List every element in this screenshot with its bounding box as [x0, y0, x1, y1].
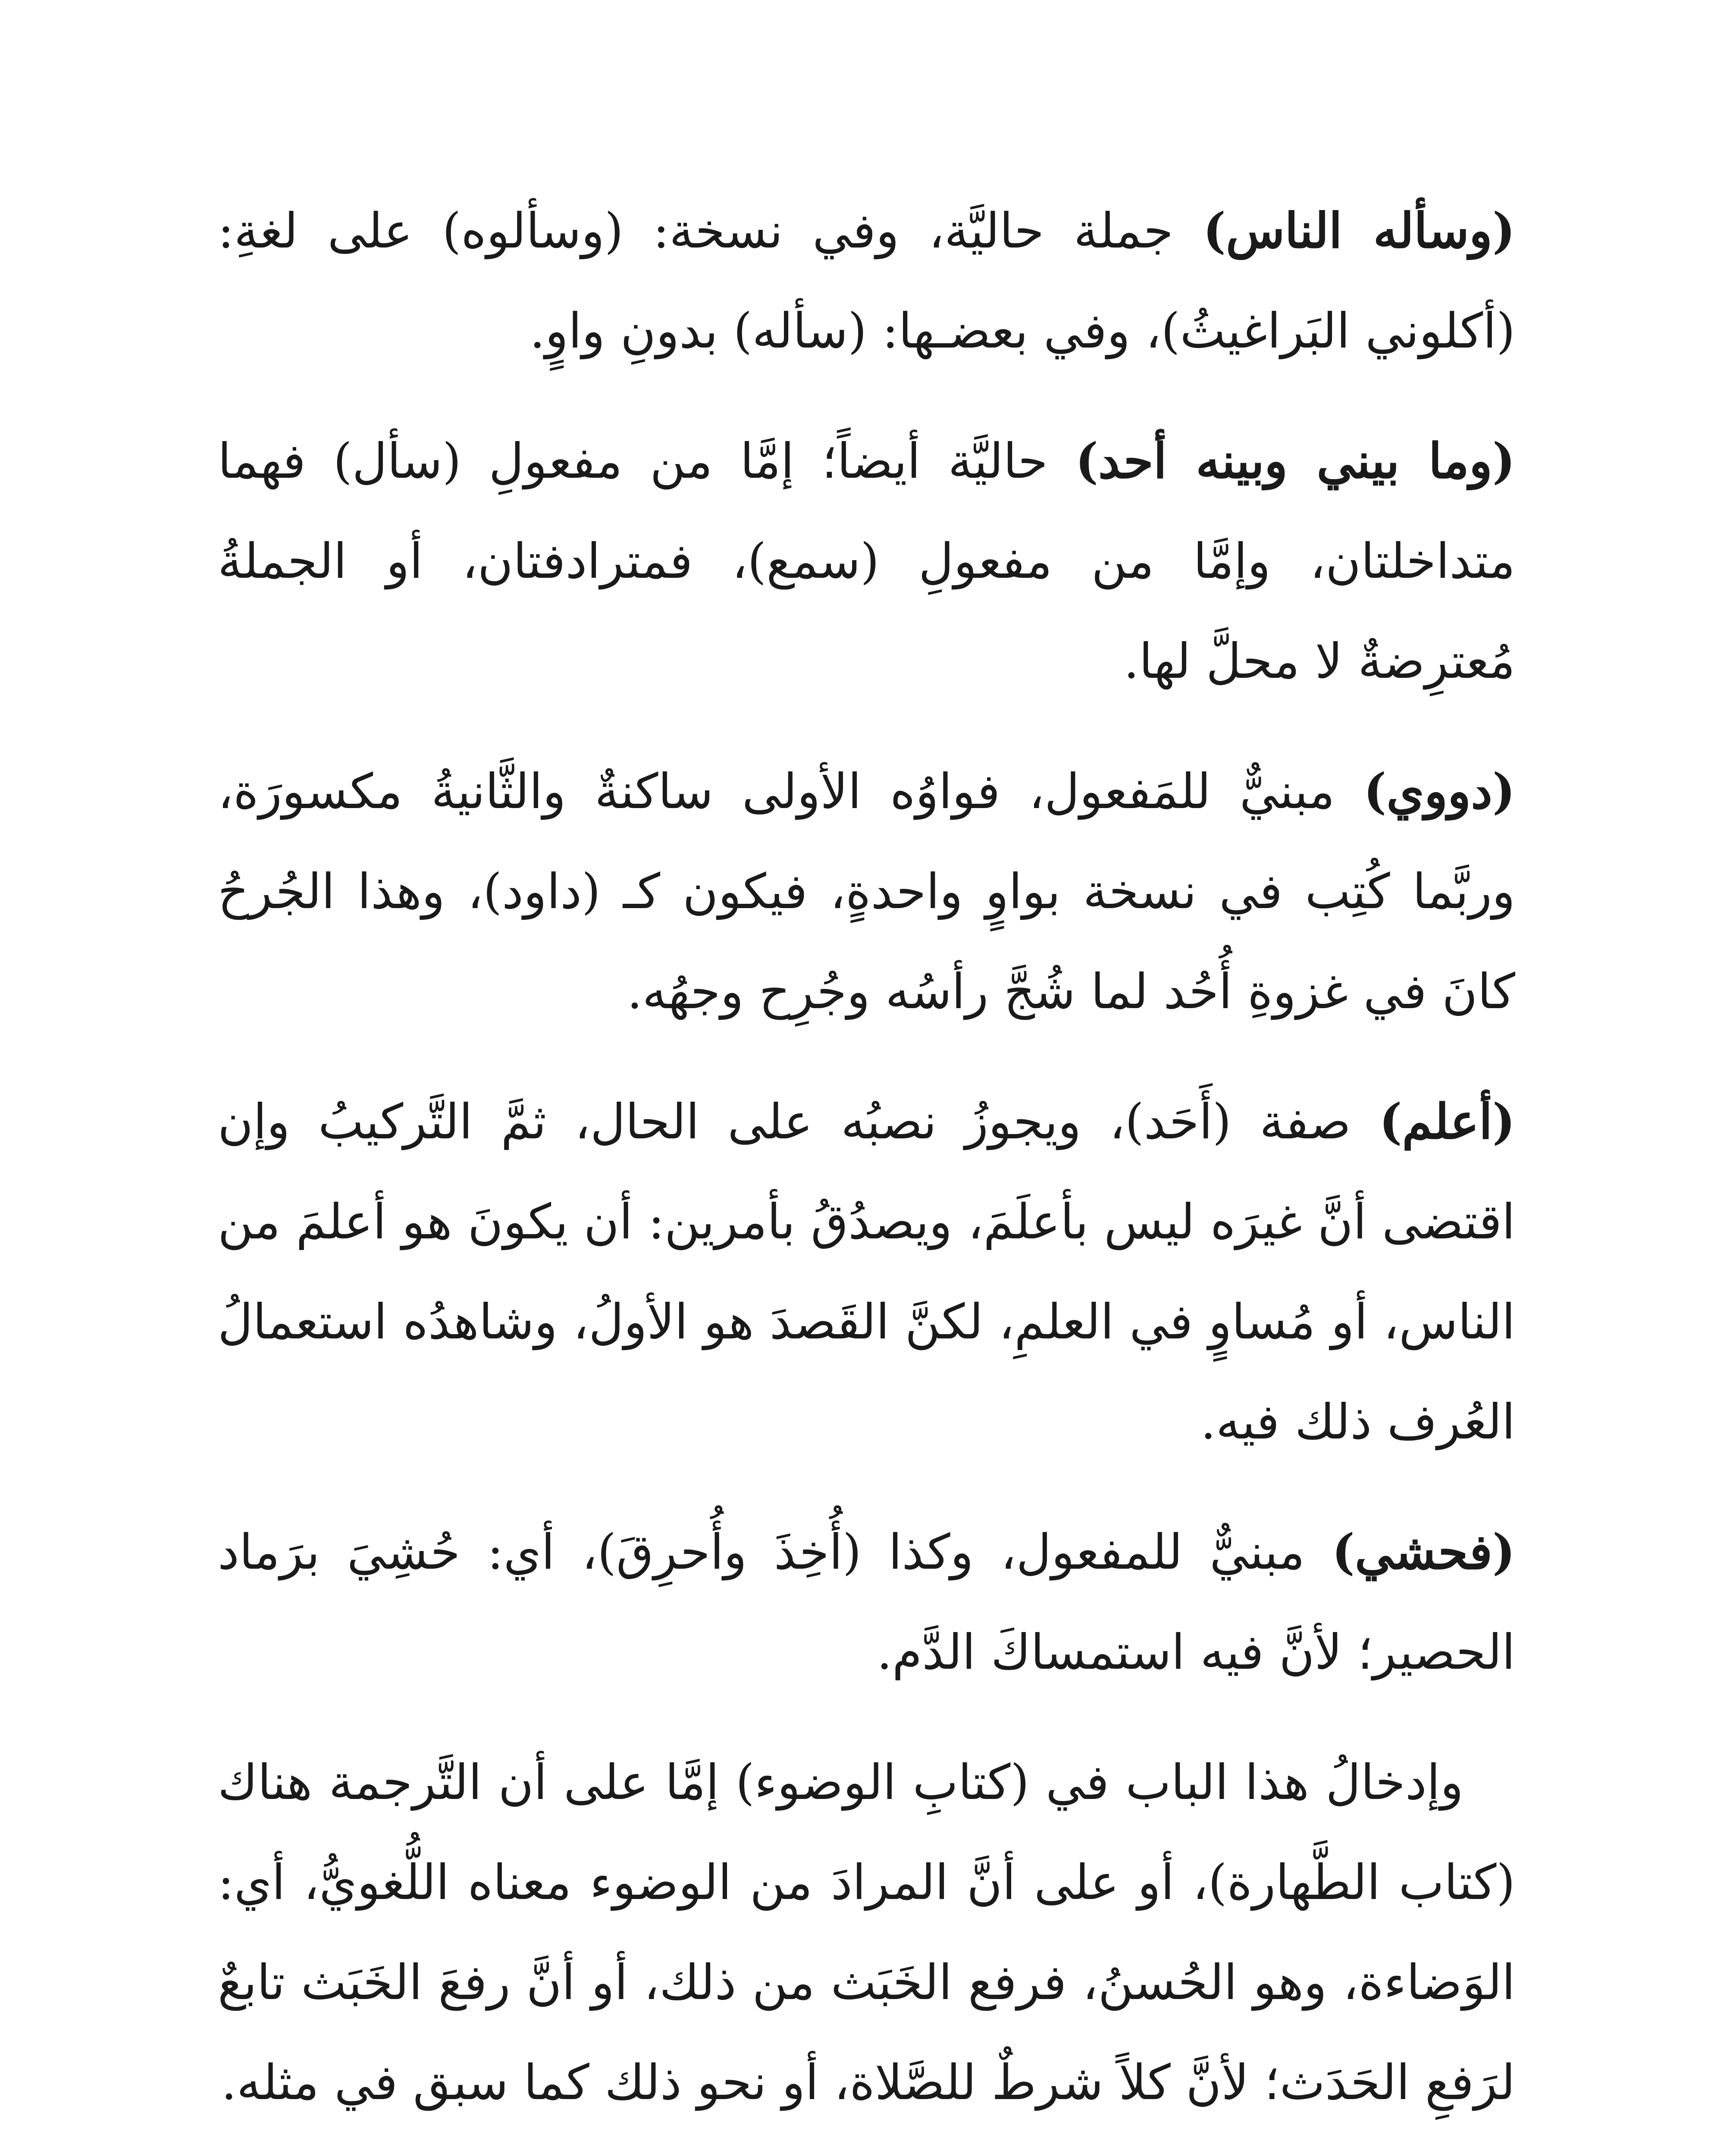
paragraph-5-text: مبنيٌّ للمفعول، وكذا (أُخِذَ وأُحرِقَ)، أي: حُشِيَ برَماد الحصير؛ لأنَّ فيه استمساكَ الدَّم.: [218, 1524, 1515, 1680]
paragraph-2: [218, 411, 1515, 711]
paragraph-1-text: جملة حاليَّة، وفي نسخة: (وسألوه) على لغةِ: (أكلوني البَراغيثُ)، وفي بعضـها: (سأله) بدونِ واوٍ.: [218, 203, 1515, 359]
paragraph-2-text: حاليَّة أيضاً؛ إمَّا من مفعولِ (سأل) فهما متداخلتان، وإمَّا من مفعولِ (سمع)، فمترادفتان، أو الجملةُ مُعترِضةٌ لا محلَّ لها.: [218, 433, 1515, 689]
lemma-2: (وما بيني وبينه أحد): [1075, 433, 1515, 489]
page-body: [218, 181, 1515, 2156]
lemma-3: (دووي): [1363, 763, 1515, 820]
paragraph-6-text: وإدخالُ هذا الباب في (كتابِ الوضوء) إمَّا على أن التَّرجمة هناك (كتاب الطَّهارة)، أو على أنَّ المرادَ من الوضوء معناه اللُّغويُّ، أي: الوَضاءة، وهو الحُسنُ، فرفع الخَبَث من ذلك، أو أنَّ رفعَ الخَبَث تابعٌ لرَفعِ الحَدَث؛ لأنَّ كلاً شرطٌ للصَّلاة، أو نحو ذلك كما سبق في مثله.: [218, 1755, 1515, 2111]
lemma-1: (وسأله الناس): [1203, 203, 1515, 259]
paragraph-5: [218, 1502, 1515, 1702]
lemma-4: (أعلم): [1379, 1094, 1515, 1150]
paragraph-6: [218, 1733, 1515, 2133]
paragraph-4: [218, 1072, 1515, 1472]
paragraph-3-text: مبنيٌّ للمَفعول، فواوُه الأولى ساكنةٌ والثَّانيةُ مكسورَة، وربَّما كُتِب في نسخة بواوٍ واحدةٍ، فيكون كـ (داود)، وهذا الجُرحُ كانَ في غزوةِ أُحُد لما شُجَّ رأسُه وجُرِح وجهُه.: [218, 764, 1515, 1020]
paragraph-3: [218, 742, 1515, 1042]
paragraph-4-text: صفة (أَحَد)، ويجوزُ نصبُه على الحال، ثمَّ التَّركيبُ وإن اقتضى أنَّ غيرَه ليس بأعلَمَ، ويصدُقُ بأمرين: أن يكونَ هو أعلمَ من الناس، أو مُساوٍ في العلمِ، لكنَّ القَصدَ هو الأولُ، وشاهدُه استعمالُ العُرف ذلك فيه.: [218, 1094, 1515, 1450]
lemma-5: (فحشي): [1332, 1524, 1515, 1580]
paragraph-1: [218, 181, 1515, 381]
